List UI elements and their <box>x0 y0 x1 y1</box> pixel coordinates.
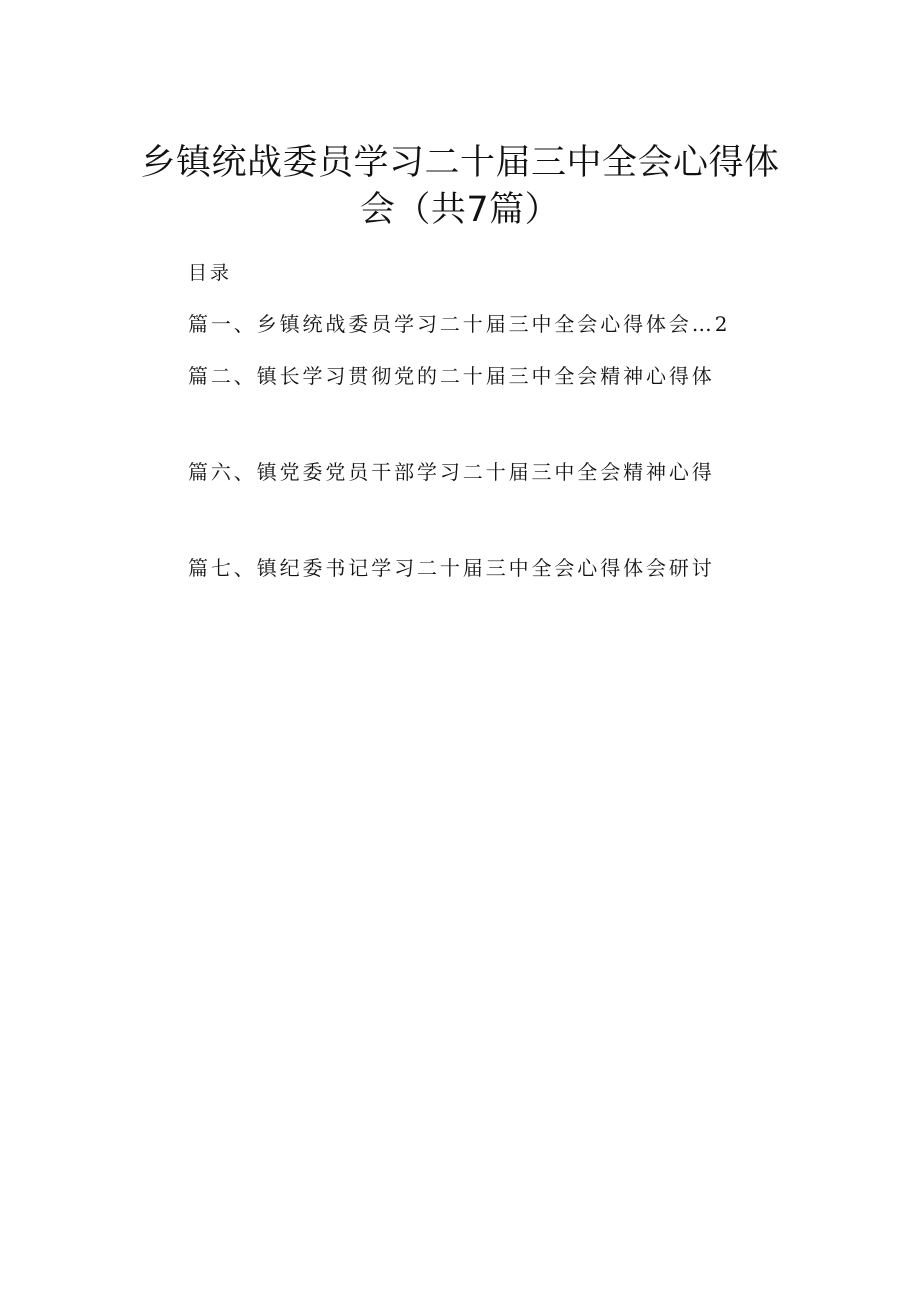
toc-item-text: 篇一、乡镇统战委员学习二十届三中全会心得体会… <box>188 312 715 336</box>
toc-page-number: 2 <box>714 312 728 336</box>
toc-item-7[interactable] <box>188 552 715 584</box>
toc-item-2[interactable] <box>188 360 715 392</box>
toc-item-text: 篇二、镇长学习贯彻党的二十届三中全会精神心得体 <box>188 364 715 388</box>
document-title <box>140 140 780 234</box>
toc-item-text: 篇六、镇党委党员干部学习二十届三中全会精神心得 <box>188 460 715 484</box>
title-line-1: 乡镇统战委员学习二十届三中全会心得体 <box>140 143 780 183</box>
toc-item-1[interactable] <box>188 308 727 340</box>
toc-item-6[interactable] <box>188 456 715 488</box>
toc-heading: 目录 <box>188 262 233 284</box>
toc-item-text: 篇七、镇纪委书记学习二十届三中全会心得体会研讨 <box>188 556 715 580</box>
title-line-2: 会（共7篇） <box>359 190 561 230</box>
